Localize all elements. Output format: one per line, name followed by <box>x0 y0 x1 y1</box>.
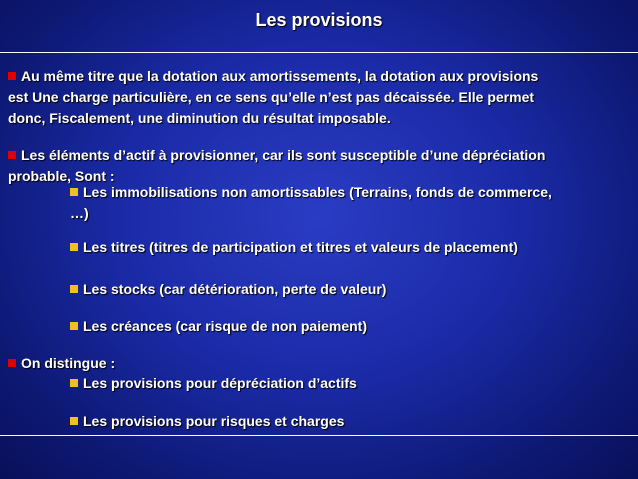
paragraph-line: est Une charge particulière, en ce sens qu’elle n’est pas décaissée. Elle permet <box>8 89 535 105</box>
list-item-text: Les titres (titres de participation et titres et valeurs de placement) <box>83 239 518 255</box>
list-item <box>70 316 632 337</box>
paragraph-elements-actif <box>8 145 632 187</box>
yellow-square-bullet-icon <box>70 379 78 387</box>
bottom-divider <box>0 435 638 436</box>
paragraph-line: probable, Sont : <box>8 168 115 184</box>
red-square-bullet-icon <box>8 72 16 80</box>
list-item-text: Les immobilisations non amortissables (Terrains, fonds de commerce, <box>83 184 552 200</box>
list-item-text: Les provisions pour risques et charges <box>83 413 345 429</box>
list-item <box>70 279 632 300</box>
top-divider <box>0 52 638 53</box>
red-square-bullet-icon <box>8 151 16 159</box>
yellow-square-bullet-icon <box>70 243 78 251</box>
list-item-text: Les stocks (car détérioration, perte de valeur) <box>83 281 387 297</box>
yellow-square-bullet-icon <box>70 188 78 196</box>
yellow-square-bullet-icon <box>70 417 78 425</box>
list-item <box>70 237 632 258</box>
paragraph-line: Les éléments d’actif à provisionner, car ils sont susceptible d’une dépréciation <box>21 147 546 163</box>
paragraph-line: donc, Fiscalement, une diminution du résultat imposable. <box>8 110 391 126</box>
page-title: Les provisions <box>255 10 383 30</box>
yellow-square-bullet-icon <box>70 322 78 330</box>
red-square-bullet-icon <box>8 359 16 367</box>
list-item-text: Les provisions pour dépréciation d’actifs <box>83 375 357 391</box>
paragraph-line: On distingue : <box>21 355 116 371</box>
paragraph-dotation <box>8 66 632 129</box>
list-item <box>70 182 632 224</box>
yellow-square-bullet-icon <box>70 285 78 293</box>
paragraph-on-distingue <box>8 353 632 374</box>
list-item-text: …) <box>70 205 89 221</box>
list-item <box>70 373 632 394</box>
list-item-text: Les créances (car risque de non paiement) <box>83 318 367 334</box>
list-item <box>70 411 632 432</box>
paragraph-line: Au même titre que la dotation aux amortissements, la dotation aux provisions <box>21 68 539 84</box>
